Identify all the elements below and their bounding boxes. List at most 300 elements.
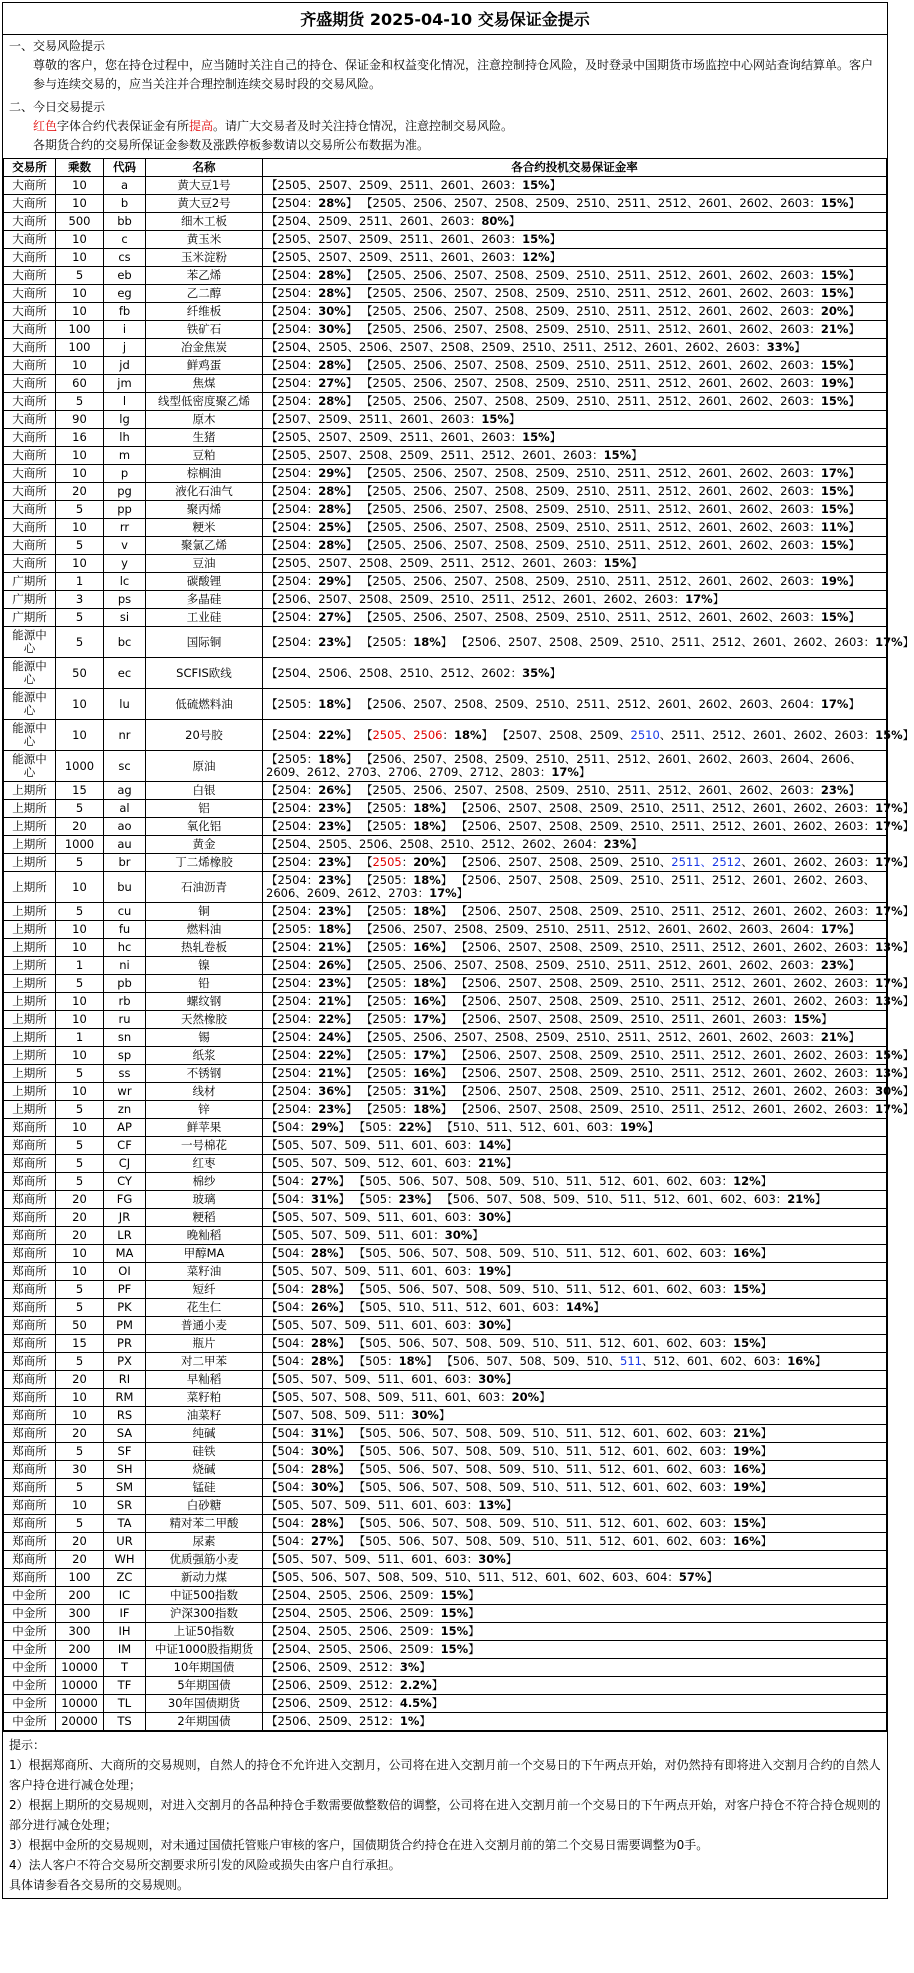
exchange-cell: 大商所 [4, 285, 56, 303]
contract-list: 】 【2505： [345, 819, 414, 833]
table-row [4, 213, 887, 231]
page-title: 齐盛期货 2025-04-10 交易保证金提示 [3, 3, 887, 35]
margin-rate-cell [263, 1659, 887, 1677]
rate-value: 28% [310, 1282, 339, 1296]
red-word: 红色 [33, 119, 58, 133]
rate-value: 28% [310, 1336, 339, 1350]
name-cell: 白砂糖 [146, 1497, 263, 1515]
rate-value: 20% [413, 855, 441, 869]
contract-list: 【2504： [266, 304, 319, 318]
rate-value: 25% [318, 520, 346, 534]
exchange-cell: 大商所 [4, 483, 56, 501]
rate-value: 19% [733, 1444, 761, 1458]
margin-rate-cell [263, 1443, 887, 1461]
rate-value: 23% [318, 1102, 346, 1116]
multiplier-cell: 10 [56, 357, 104, 375]
contract-list: 】 [505, 1264, 518, 1278]
margin-rate-cell [263, 836, 887, 854]
name-cell: 不锈钢 [146, 1065, 263, 1083]
contract-list: 】 【2506、2507、2508、2509、2510、2511、2512、2601、2602、2603： [440, 1102, 876, 1116]
rate-value: 14% [565, 1300, 594, 1314]
table-row [4, 1155, 887, 1173]
multiplier-cell: 100 [56, 339, 104, 357]
multiplier-cell: 10 [56, 249, 104, 267]
table-row [4, 751, 887, 782]
rate-value: 23% [318, 904, 346, 918]
contract-list: 】 【505、506、507、508、509、510、511、512、601、602、603： [338, 1516, 734, 1530]
contract-list: 2505 [372, 855, 402, 869]
contract-list: 【2504： [266, 819, 319, 833]
margin-rate-cell [263, 1569, 887, 1587]
code-cell: ru [104, 1011, 146, 1029]
contract-list: 【2506、2509、2512： [266, 1696, 400, 1710]
contract-list: 【2505、2507、2508、2509、2511、2512、2601、2603： [266, 448, 604, 462]
contract-list: 【2504： [266, 322, 319, 336]
contract-list: 】 [505, 1156, 518, 1170]
multiplier-cell: 10 [56, 1083, 104, 1101]
name-cell: 玻璃 [146, 1191, 263, 1209]
rate-value: 15% [820, 394, 849, 408]
exchange-cell: 郑商所 [4, 1425, 56, 1443]
table-row [4, 1137, 887, 1155]
rate-value: 28% [318, 268, 346, 282]
contract-list: 】 [821, 1012, 833, 1026]
multiplier-cell: 5 [56, 1101, 104, 1119]
multiplier-cell: 10000 [56, 1677, 104, 1695]
rate-value: 11% [820, 520, 849, 534]
code-cell: CF [104, 1137, 146, 1155]
table-row [4, 357, 887, 375]
contract-list: 】 [902, 904, 914, 918]
rate-value: 18% [413, 1102, 441, 1116]
rate-value: 22% [398, 1120, 427, 1134]
table-row [4, 501, 887, 519]
contract-list: 【2504： [266, 783, 319, 797]
rate-value: 30% [411, 1408, 439, 1422]
rate-value: 18% [413, 976, 441, 990]
table-row [4, 1209, 887, 1227]
rate-value: 30% [310, 1480, 339, 1494]
contract-list: 】 [760, 1282, 773, 1296]
exchange-cell: 能源中心 [4, 689, 56, 720]
exchange-cell: 郑商所 [4, 1263, 56, 1281]
code-cell: TF [104, 1677, 146, 1695]
rate-value: 29% [318, 574, 346, 588]
multiplier-cell: 10 [56, 1245, 104, 1263]
contract-list: 【2505、2507、2509、2511、2601、2603： [266, 178, 523, 192]
table-row [4, 720, 887, 751]
contract-list: 【2504： [266, 610, 319, 624]
multiplier-cell: 10 [56, 555, 104, 573]
note-item-2: 2）根据上期所的交易规则，对进入交割月的各品种持仓手数需要做整数倍的调整，公司将在进入交割月前一个交易日的下午两点开始，对客户持仓不符合持仓规则的部分进行减仓处理； [9, 1798, 881, 1832]
contract-list: 】 【2505： [345, 801, 414, 815]
contract-list: 【2504： [266, 1102, 319, 1116]
name-cell: 瓶片 [146, 1335, 263, 1353]
margin-rate-cell [263, 393, 887, 411]
rate-value: 15% [440, 1642, 469, 1656]
exchange-cell: 大商所 [4, 177, 56, 195]
multiplier-cell: 1000 [56, 751, 104, 782]
exchange-cell: 中金所 [4, 1695, 56, 1713]
multiplier-cell: 90 [56, 411, 104, 429]
multiplier-cell: 1 [56, 573, 104, 591]
rate-value: 30% [318, 322, 346, 336]
multiplier-cell: 5 [56, 609, 104, 627]
contract-list: 】 【2505： [345, 634, 414, 649]
table-row [4, 537, 887, 555]
name-cell: 纯碱 [146, 1425, 263, 1443]
margin-rate-cell [263, 1425, 887, 1443]
contract-list: 】 [848, 268, 860, 282]
rate-value: 29% [310, 1120, 339, 1134]
contract-list: 】 【2505、2506、2507、2508、2509、2510、2511、2512、2601、2602、2603： [345, 268, 821, 282]
rate-value: 3% [399, 1660, 420, 1674]
exchange-cell: 大商所 [4, 411, 56, 429]
code-cell: ao [104, 818, 146, 836]
contract-list: 】 【505： [338, 1120, 399, 1134]
code-cell: si [104, 609, 146, 627]
table-row [4, 1083, 887, 1101]
multiplier-cell: 10 [56, 993, 104, 1011]
code-cell: cs [104, 249, 146, 267]
table-row [4, 854, 887, 872]
table-row [4, 627, 887, 658]
contract-list: 【505、507、509、511、601： [266, 1228, 445, 1242]
table-row [4, 573, 887, 591]
margin-rate-cell [263, 1353, 887, 1371]
multiplier-cell: 20 [56, 1533, 104, 1551]
contract-list: 【505、507、509、511、601、603： [266, 1552, 479, 1566]
contract-list: 【2504： [266, 976, 319, 990]
multiplier-cell: 10 [56, 195, 104, 213]
code-cell: AP [104, 1119, 146, 1137]
rate-value: 30% [478, 1318, 506, 1332]
code-cell: IC [104, 1587, 146, 1605]
contract-list: 】 【505： [338, 1192, 399, 1206]
name-cell: 粳米 [146, 519, 263, 537]
multiplier-cell: 5 [56, 501, 104, 519]
contract-list: 【504： [266, 1462, 311, 1476]
name-cell: 铁矿石 [146, 321, 263, 339]
contract-list: 【2504： [266, 538, 319, 552]
name-cell: 铜 [146, 903, 263, 921]
rate-value: 15% [522, 178, 550, 192]
code-cell: sc [104, 751, 146, 782]
exchange-cell: 郑商所 [4, 1245, 56, 1263]
multiplier-cell: 10 [56, 939, 104, 957]
contract-list: 【2505、2507、2509、2511、2601、2603： [266, 250, 523, 264]
rate-value: 16% [413, 940, 441, 954]
multiplier-cell: 20 [56, 1191, 104, 1209]
name-cell: 玉米淀粉 [146, 249, 263, 267]
name-cell: 细木工板 [146, 213, 263, 231]
rate-value: 23% [318, 976, 346, 990]
rate-value: 23% [318, 873, 346, 887]
exchange-cell: 大商所 [4, 519, 56, 537]
exchange-cell: 上期所 [4, 1083, 56, 1101]
margin-rate-cell [263, 609, 887, 627]
exchange-cell: 郑商所 [4, 1335, 56, 1353]
margin-rate-cell [263, 195, 887, 213]
contract-list: 】 【505、506、507、508、509、510、511、512、601、602、603： [338, 1444, 734, 1458]
name-cell: 锡 [146, 1029, 263, 1047]
contract-list: 】 [631, 837, 643, 851]
contract-list: 【2504： [266, 727, 319, 742]
code-cell: SH [104, 1461, 146, 1479]
contract-list: 】 【2506、2507、2508、2509、2510、2511、2512、2601、2602、2603： [440, 801, 876, 815]
exchange-cell: 大商所 [4, 375, 56, 393]
multiplier-cell: 16 [56, 429, 104, 447]
margin-rate-cell [263, 1533, 887, 1551]
rate-value: 17% [413, 1012, 441, 1026]
margin-rate-cell [263, 231, 887, 249]
margin-rate-cell [263, 689, 887, 720]
contract-list: 】 [902, 1048, 914, 1062]
name-cell: 一号棉花 [146, 1137, 263, 1155]
name-cell: 多晶硅 [146, 591, 263, 609]
exchange-cell: 郑商所 [4, 1209, 56, 1227]
rate-value: 21% [820, 1030, 849, 1044]
name-cell: 豆粕 [146, 447, 263, 465]
table-row [4, 1569, 887, 1587]
rate-value: 27% [318, 376, 346, 390]
rate-value: 18% [398, 1354, 427, 1368]
contract-list: 】 【2505： [345, 873, 414, 887]
contract-list: 【2504： [266, 940, 319, 954]
contract-list: 】 【2505、2506、2507、2508、2509、2510、2511、2512、2601、2602、2603： [345, 610, 821, 624]
contract-list: 】 【2506、2507、2508、2509、2510、2511、2512、2601、2602、2603： [440, 819, 876, 833]
margin-rate-cell [263, 447, 887, 465]
code-cell: SR [104, 1497, 146, 1515]
exchange-cell: 郑商所 [4, 1371, 56, 1389]
table-row [4, 249, 887, 267]
rate-value: 19% [620, 1120, 648, 1134]
multiplier-cell: 300 [56, 1623, 104, 1641]
contract-list: 】 [468, 1588, 480, 1602]
margin-rate-cell [263, 357, 887, 375]
code-cell: i [104, 321, 146, 339]
rate-value: 16% [733, 1534, 761, 1548]
name-cell: 天然橡胶 [146, 1011, 263, 1029]
rate-value: 30% [478, 1552, 506, 1566]
contract-list: 【504： [266, 1300, 311, 1314]
rate-value: 18% [318, 752, 346, 766]
contract-list: 】 [505, 1372, 518, 1386]
exchange-cell: 大商所 [4, 555, 56, 573]
multiplier-cell: 3 [56, 591, 104, 609]
code-cell: RS [104, 1407, 146, 1425]
rate-value: 16% [733, 1462, 761, 1476]
contract-list: 【2504： [266, 873, 319, 887]
code-cell: eg [104, 285, 146, 303]
table-row [4, 393, 887, 411]
contract-list: 【504： [266, 1120, 311, 1134]
table-row [4, 1677, 887, 1695]
code-cell: pp [104, 501, 146, 519]
header-name: 名称 [146, 159, 263, 177]
contract-list: 】 [631, 556, 643, 570]
name-cell: 棉纱 [146, 1173, 263, 1191]
margin-rate-cell [263, 1317, 887, 1335]
contract-list: 】 【2506、2507、2508、2509、2510、2511、2512、2601、2602、2603： [440, 1066, 876, 1080]
code-cell: rb [104, 993, 146, 1011]
code-cell: WH [104, 1551, 146, 1569]
contract-list: 】 [902, 634, 914, 649]
multiplier-cell: 200 [56, 1587, 104, 1605]
exchange-cell: 上期所 [4, 872, 56, 903]
exchange-cell: 中金所 [4, 1713, 56, 1731]
margin-rate-cell [263, 501, 887, 519]
margin-rate-cell [263, 751, 887, 782]
contract-list: 】 [902, 976, 914, 990]
rate-value: 15% [793, 1012, 822, 1026]
table-row [4, 818, 887, 836]
rate-value: 21% [787, 1192, 815, 1206]
code-cell: rr [104, 519, 146, 537]
contract-list: 】 【2505、2506、2507、2508、2509、2510、2511、2512、2601、2602、2603： [345, 783, 821, 797]
name-cell: 国际铜 [146, 627, 263, 658]
rate-value: 15% [440, 1606, 469, 1620]
code-cell: al [104, 800, 146, 818]
rate-value: 15% [733, 1336, 761, 1350]
code-cell: fb [104, 303, 146, 321]
code-cell: JR [104, 1209, 146, 1227]
contract-list: 】 [631, 448, 643, 462]
multiplier-cell: 10 [56, 1497, 104, 1515]
name-cell: 锰硅 [146, 1479, 263, 1497]
name-cell: 沪深300指数 [146, 1605, 263, 1623]
code-cell: PM [104, 1317, 146, 1335]
contract-list: 【2505、2507、2508、2509、2511、2512、2601、2603： [266, 556, 604, 570]
name-cell: 优质强筋小麦 [146, 1551, 263, 1569]
multiplier-cell: 10000 [56, 1695, 104, 1713]
multiplier-cell: 20 [56, 818, 104, 836]
rate-value: 17% [875, 634, 903, 649]
rate-value: 23% [318, 634, 346, 649]
exchange-cell: 大商所 [4, 267, 56, 285]
multiplier-cell: 10 [56, 519, 104, 537]
rate-value: 15% [820, 196, 849, 210]
rate-value: 80% [481, 214, 509, 228]
rate-value: 28% [310, 1462, 339, 1476]
multiplier-cell: 10 [56, 1407, 104, 1425]
exchange-cell: 郑商所 [4, 1227, 56, 1245]
note-item-1: 1）根据郑商所、大商所的交易规则，自然人的持仓不允许进入交割月，公司将在进入交割月前一个交易日的下午两点开始，对仍然持有即将进入交割月合约的自然人客户持仓进行减仓处理； [9, 1758, 881, 1792]
rate-value: 23% [318, 855, 346, 869]
contract-list: 】 【 [345, 855, 373, 869]
table-row [4, 658, 887, 689]
table-row [4, 339, 887, 357]
contract-list: 【507、508、509、511： [266, 1408, 412, 1422]
risk-notice-heading: 一、交易风险提示 [9, 39, 106, 53]
margin-rate-cell [263, 800, 914, 818]
code-cell: SA [104, 1425, 146, 1443]
name-cell: 聚丙烯 [146, 501, 263, 519]
rate-value: 30% [318, 304, 346, 318]
code-cell: lg [104, 411, 146, 429]
rate-value: 19% [733, 1480, 761, 1494]
name-cell: 早籼稻 [146, 1371, 263, 1389]
name-cell: 焦煤 [146, 375, 263, 393]
margin-rate-cell [263, 782, 887, 800]
contract-list: 】 [712, 592, 725, 606]
exchange-cell: 上期所 [4, 1011, 56, 1029]
today-notice-section [3, 96, 887, 158]
rate-value: 18% [413, 819, 441, 833]
exchange-cell: 郑商所 [4, 1317, 56, 1335]
name-cell: 豆油 [146, 555, 263, 573]
code-cell: LR [104, 1227, 146, 1245]
multiplier-cell: 5 [56, 1353, 104, 1371]
code-cell: y [104, 555, 146, 573]
margin-rate-cell [263, 555, 887, 573]
code-cell: ag [104, 782, 146, 800]
table-row [4, 1173, 887, 1191]
contract-list: 】 [848, 376, 860, 390]
name-cell: 苯乙烯 [146, 267, 263, 285]
contract-list: 【2504： [266, 268, 319, 282]
contract-list: 、512、601、602、603： [641, 1354, 788, 1368]
multiplier-cell: 1 [56, 957, 104, 975]
table-row [4, 267, 887, 285]
header-margin-rate: 各合约投机交易保证金率 [263, 159, 887, 177]
contract-list: 】 【2505、2506、2507、2508、2509、2510、2511、2512、2601、2602、2603： [345, 304, 821, 318]
table-row [4, 1047, 887, 1065]
table-row [4, 939, 887, 957]
table-row [4, 1533, 887, 1551]
multiplier-cell: 60 [56, 375, 104, 393]
contract-list: 2510 [630, 727, 660, 742]
exchange-cell: 中金所 [4, 1605, 56, 1623]
margin-rate-cell [263, 1065, 914, 1083]
rate-value: 23% [820, 783, 849, 797]
code-cell: pg [104, 483, 146, 501]
contract-list: 】 【510、511、512、601、603： [426, 1120, 621, 1134]
rate-value: 2.2% [399, 1678, 432, 1692]
margin-rate-cell [263, 1551, 887, 1569]
name-cell: 红枣 [146, 1155, 263, 1173]
table-row [4, 1551, 887, 1569]
contract-list: 】 [848, 394, 860, 408]
multiplier-cell: 1 [56, 1029, 104, 1047]
contract-list: 】 [848, 696, 860, 711]
name-cell: 对二甲苯 [146, 1353, 263, 1371]
contract-list: 】 [505, 1318, 518, 1332]
margin-rate-cell [263, 339, 887, 357]
contract-list: 【2506、2509、2512： [266, 1714, 400, 1728]
contract-list: 【2504： [266, 484, 319, 498]
name-cell: 尿素 [146, 1533, 263, 1551]
contract-list: 】 【2505、2506、2507、2508、2509、2510、2511、2512、2601、2602、2603： [345, 196, 821, 210]
code-cell: br [104, 854, 146, 872]
contract-list: 】 [468, 1642, 480, 1656]
exchange-cell: 中金所 [4, 1659, 56, 1677]
contract-list: 【2504： [266, 634, 319, 649]
contract-list: 【2506、2509、2512： [266, 1678, 400, 1692]
code-cell: jd [104, 357, 146, 375]
contract-list: 】 [419, 1660, 431, 1674]
multiplier-cell: 5 [56, 1137, 104, 1155]
table-row [4, 921, 887, 939]
multiplier-cell: 10 [56, 303, 104, 321]
exchange-cell: 上期所 [4, 836, 56, 854]
margin-rate-cell [263, 1515, 887, 1533]
code-cell: ec [104, 658, 146, 689]
name-cell: 生猪 [146, 429, 263, 447]
margin-rate-cell [263, 1083, 914, 1101]
multiplier-cell: 5 [56, 903, 104, 921]
contract-list: 【504： [266, 1192, 311, 1206]
